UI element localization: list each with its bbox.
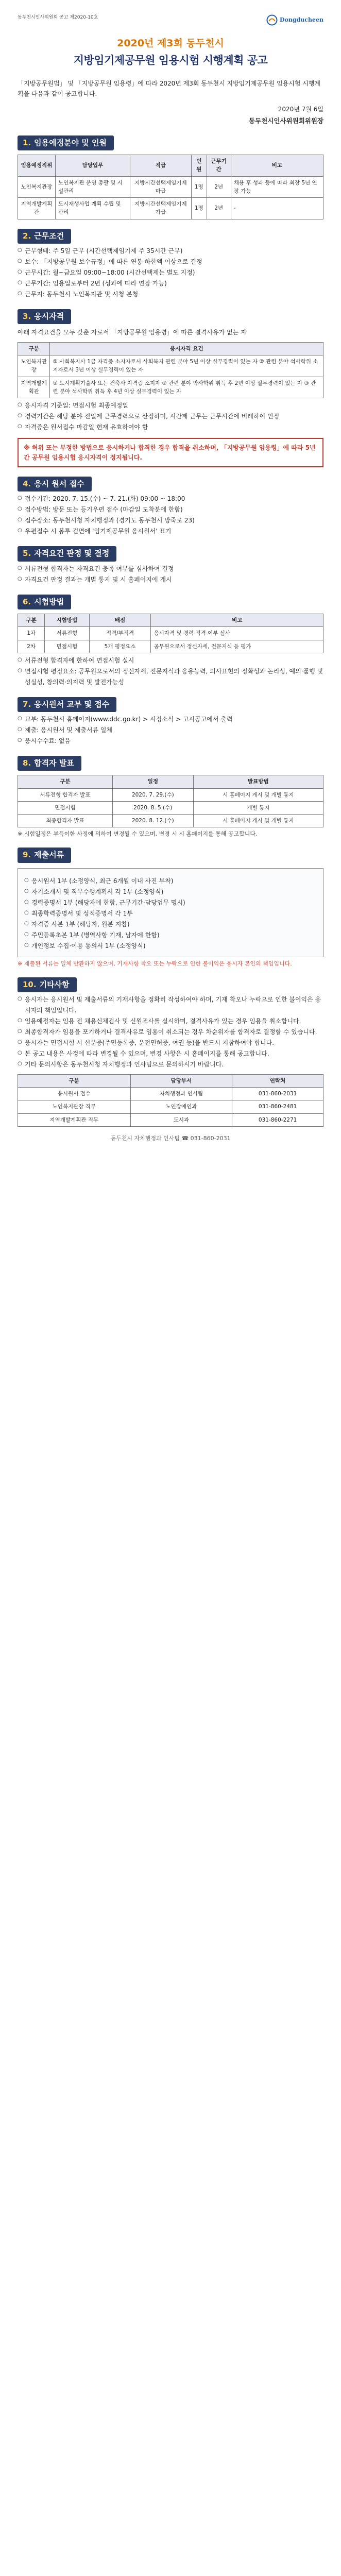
list-item: ○ 제출: 응시원서 및 제출서류 일체: [18, 725, 323, 736]
schedule-note: ※ 시험일정은 부득이한 사정에 의하여 변경될 수 있으며, 변경 시 시 홈페이지를 통해 공고합니다.: [18, 831, 258, 838]
section-documents: [18, 848, 323, 968]
table-cell: -: [231, 198, 323, 219]
list-item: ○ 응시자는 응시원서 및 제출서류의 기재사항을 정확히 작성하여야 하며, 기재 착오나 누락으로 인한 불이익은 응시자의 책임입니다.: [18, 994, 323, 1016]
table-cell: 031-860-2481: [232, 1100, 323, 1113]
list-item: ○ 경력기간은 해당 분야 전일제 근무경력으로 산정하며, 시간제 근무는 근무시간에 비례하여 인정: [18, 411, 323, 422]
section-title: 8. 합격자 발표: [18, 756, 81, 771]
forms-list: [18, 714, 323, 747]
table-row: [18, 788, 323, 801]
table-cell: 1명: [191, 176, 207, 198]
positions-table: [18, 155, 323, 219]
table-header-cell: 발표방법: [193, 775, 323, 788]
logo-text: Dongducheen: [280, 16, 323, 24]
section-other: [18, 977, 323, 1127]
table-cell: 도시과: [130, 1113, 232, 1126]
intro-paragraph: 「지방공무원법」 및 「지방공무원 임용령」에 따라 2020년 제3회 동두천시 지방임기제공무원 임용시험 시행계획을 다음과 같이 공고합니다.: [18, 79, 321, 98]
table-header-cell: 비고: [151, 614, 323, 626]
table-cell: ① 사회복지사 1급 자격증 소지자로서 사회복지 관련 분야 5년 이상 실무경력이 있는 자 ② 관련 분야 석사학위 소지자로서 3년 이상 실무경력이 있는 자: [50, 355, 323, 377]
table-cell: 시 홈페이지 게시 및 개별 통지: [193, 815, 323, 827]
footer-contact: 동두천시 자치행정과 인사팀 ☎ 031-860-2031: [110, 1134, 231, 1142]
list-item: ○ 접수방법: 방문 또는 등기우편 접수 (마감일 도착분에 한함): [18, 504, 323, 515]
warning-text: ※ 허위 또는 부정한 방법으로 응시하거나 합격한 경우 합격을 취소하며, 「지방공무원 임용령」에 따라 5년간 공무원 임용시험 응시자격이 정지됩니다.: [24, 444, 316, 461]
section-title: 5. 자격요건 판정 및 결정: [18, 546, 116, 561]
list-item: ○ 기타 문의사항은 동두천시청 자치행정과 인사팀으로 문의하시기 바랍니다.: [18, 1059, 323, 1070]
table-cell: 2년: [207, 198, 231, 219]
table-header-cell: 응시자격 요건: [50, 342, 323, 355]
issuer-name: 동두천시인사위원회위원장: [249, 117, 323, 125]
table-cell: 지방시간선택제임기제 가급: [130, 198, 191, 219]
table-header-cell: 비고: [231, 155, 323, 176]
list-item: ○ 자격증 사본 1부 (해당자, 원본 지참): [24, 919, 317, 930]
table-cell: 노인복지관 운영 총괄 및 시설관리: [56, 176, 130, 198]
list-item: ○ 근무형태: 주 5일 근무 (시간선택제임기제 주 35시간 근무): [18, 246, 323, 257]
table-cell: 2020. 8. 5.(수): [113, 801, 194, 814]
eligibility-list: [18, 564, 323, 585]
announcement-subtitle: 2020년 제3회 동두천시: [117, 38, 224, 49]
list-item: ○ 접수기간: 2020. 7. 15.(수) ~ 7. 21.(화) 09:00 ~ 18:00: [18, 494, 323, 504]
section-title: 3. 응시자격: [18, 309, 71, 324]
table-header-cell: 연락처: [232, 1074, 323, 1087]
exam-method-table: [18, 614, 323, 653]
section-title: 1. 임용예정분야 및 인원: [18, 135, 114, 150]
section-qualifications: [18, 309, 323, 467]
table-row: [18, 1100, 323, 1113]
list-item: ○ 임용예정자는 임용 전 채용신체검사 및 신원조사를 실시하며, 결격사유가 있는 경우 임용을 취소합니다.: [18, 1016, 323, 1027]
table-header-cell: 근무기간: [207, 155, 231, 176]
table-header-cell: 담당부서: [130, 1074, 232, 1087]
doc-reference: 동두천시인사위원회 공고 제2020-10호: [18, 15, 98, 20]
table-row: [18, 1113, 323, 1126]
table-cell: 지역개발계획관: [18, 377, 50, 398]
documents-list: [24, 876, 317, 952]
table-cell: 채용 후 성과 등에 따라 최장 5년 연장 가능: [231, 176, 323, 198]
qualifications-table: [18, 342, 323, 398]
city-emblem-icon: [266, 14, 278, 26]
work-conditions-list: [18, 246, 323, 300]
section-forms: [18, 697, 323, 747]
table-cell: 노인복지관장: [18, 355, 50, 377]
section-results: [18, 756, 323, 838]
list-item: ○ 서류전형 합격자는 자격요건 충족 여부를 심사하여 결정: [18, 564, 323, 574]
table-row: [18, 377, 323, 398]
table-cell: 노인복지관장 직무: [18, 1100, 131, 1113]
list-item: ○ 주민등록초본 1부 (병역사항 기재, 남자에 한함): [24, 930, 317, 941]
table-header-cell: 담당업무: [56, 155, 130, 176]
table-header-cell: 구분: [18, 342, 50, 355]
announcement-header: [18, 36, 323, 69]
exam-method-notes: [18, 655, 323, 688]
application-list: [18, 494, 323, 537]
table-cell: 지역개발계획관 직무: [18, 1113, 131, 1126]
table-row: [18, 801, 323, 814]
list-item: ○ 응시원서 1부 (소정양식, 최근 6개월 이내 사진 부착): [24, 876, 317, 887]
table-cell: 2020. 8. 12.(수): [113, 815, 194, 827]
list-item: ○ 본 공고 내용은 사정에 따라 변경될 수 있으며, 변경 사항은 시 홈페이지를 통해 공고합니다.: [18, 1048, 323, 1059]
other-list: [18, 994, 323, 1070]
table-cell: 서류전형: [45, 627, 89, 640]
list-item: ○ 응시자격 기준일: 면접시험 최종예정일: [18, 400, 323, 411]
announcement-date: 2020년 7월 6일: [278, 105, 323, 113]
table-header-cell: 임용예정직위: [18, 155, 56, 176]
table-cell: 1명: [191, 198, 207, 219]
table-header-cell: 구분: [18, 775, 113, 788]
table-header-cell: 인원: [191, 155, 207, 176]
table-row: [18, 198, 323, 219]
table-cell: 지역개발계획관: [18, 198, 56, 219]
list-item: ○ 자기소개서 및 직무수행계획서 각 1부 (소정양식): [24, 887, 317, 897]
contact-table: [18, 1074, 323, 1127]
list-item: ○ 교부: 동두천시 홈페이지(www.ddc.go.kr) > 시정소식 > 고시공고에서 출력: [18, 714, 323, 725]
table-header-cell: 구분: [18, 614, 45, 626]
schedule-table: [18, 775, 323, 827]
table-header-cell: 일정: [113, 775, 194, 788]
list-item: ○ 근무기간: 임용일로부터 2년 (성과에 따라 연장 가능): [18, 278, 323, 289]
section-exam-method: [18, 595, 323, 688]
list-item: ○ 근무시간: 월~금요일 09:00~18:00 (시간선택제는 별도 지정): [18, 267, 323, 278]
section-work-conditions: [18, 229, 323, 300]
section-title: 2. 근무조건: [18, 229, 71, 244]
table-row: [18, 640, 323, 653]
table-header-cell: 직급: [130, 155, 191, 176]
documents-note: ※ 제출된 서류는 일체 반환하지 않으며, 기재사항 착오 또는 누락으로 인한 불이익은 응시자 본인의 책임입니다.: [18, 960, 292, 967]
list-item: ○ 경력증명서 1부 (해당자에 한함, 근무기간·담당업무 명시): [24, 897, 317, 908]
list-item: ○ 최종학력증명서 및 성적증명서 각 1부: [24, 908, 317, 919]
table-header-cell: 배점: [89, 614, 151, 626]
table-cell: 응시자격 및 경력 적격 여부 심사: [151, 627, 323, 640]
table-row: [18, 176, 323, 198]
table-cell: 면접시험: [45, 640, 89, 653]
table-cell: 자치행정과 인사팀: [130, 1088, 232, 1100]
table-cell: 2차: [18, 640, 45, 653]
table-cell: 노인장애인과: [130, 1100, 232, 1113]
list-item: ○ 응시수수료: 없음: [18, 736, 323, 747]
section-title: 10. 기타사항: [18, 977, 77, 992]
table-cell: 031-860-2271: [232, 1113, 323, 1126]
table-cell: 응시원서 접수: [18, 1088, 131, 1100]
table-cell: 개별 통지: [193, 801, 323, 814]
section-title: 9. 제출서류: [18, 848, 71, 862]
list-item: ○ 근무지: 동두천시 노인복지관 및 시청 본청: [18, 289, 323, 300]
table-cell: 2020. 7. 29.(수): [113, 788, 194, 801]
list-item: ○ 서류전형 합격자에 한하여 면접시험 실시: [18, 655, 323, 666]
table-cell: 1차: [18, 627, 45, 640]
table-row: [18, 1088, 323, 1100]
table-header-cell: 시험방법: [45, 614, 89, 626]
list-item: ○ 보수: 「지방공무원 보수규정」에 따른 연봉 하한액 이상으로 결정: [18, 257, 323, 267]
table-cell: 5개 평정요소: [89, 640, 151, 653]
list-item: ○ 면접시험 평정요소: 공무원으로서의 정신자세, 전문지식과 응용능력, 의사표현의 정확성과 논리성, 예의·품행 및 성실성, 창의력·의지력 및 발전가능성: [18, 666, 323, 688]
list-item: ○ 최종합격자가 임용을 포기하거나 결격사유로 임용이 취소되는 경우 차순위자를 합격자로 결정할 수 있습니다.: [18, 1027, 323, 1038]
qualification-notes: [18, 400, 323, 433]
section-positions: [18, 135, 323, 219]
table-header-cell: 구분: [18, 1074, 131, 1087]
list-item: ○ 응시자는 면접시험 시 신분증(주민등록증, 운전면허증, 여권 등)을 반드시 지참하여야 합니다.: [18, 1038, 323, 1048]
list-item: ○ 우편접수 시 봉투 겉면에 '임기제공무원 응시원서' 표기: [18, 526, 323, 537]
table-row: [18, 627, 323, 640]
documents-box: [18, 868, 323, 957]
section-title: 6. 시험방법: [18, 595, 71, 609]
qualification-intro: 아래 자격요건을 모두 갖춘 자로서 「지방공무원 임용령」에 따른 결격사유가 없는 자: [18, 329, 247, 336]
table-cell: 시 홈페이지 게시 및 개별 통지: [193, 788, 323, 801]
table-cell: 2년: [207, 176, 231, 198]
list-item: ○ 접수장소: 동두천시청 자치행정과 (경기도 동두천시 방죽로 23): [18, 515, 323, 526]
table-cell: 공무원으로서 정신자세, 전문지식 등 평가: [151, 640, 323, 653]
table-cell: 031-860-2031: [232, 1088, 323, 1100]
warning-box: [18, 438, 323, 467]
section-eligibility: [18, 546, 323, 585]
table-cell: 도시재생사업 계획 수립 및 관리: [56, 198, 130, 219]
list-item: ○ 자격요건 판정 결과는 개별 통지 및 시 홈페이지에 게시: [18, 574, 323, 585]
list-item: ○ 자격증은 원서접수 마감일 현재 유효하여야 함: [18, 422, 323, 433]
table-cell: 적격/부적격: [89, 627, 151, 640]
section-title: 4. 응시 원서 접수: [18, 477, 92, 492]
table-cell: 지방시간선택제임기제 마급: [130, 176, 191, 198]
list-item: ○ 개인정보 수집·이용 동의서 1부 (소정양식): [24, 941, 317, 952]
table-row: [18, 355, 323, 377]
announcement-title: 지방임기제공무원 임용시험 시행계획 공고: [73, 54, 268, 67]
table-cell: 면접시험: [18, 801, 113, 814]
table-cell: 서류전형 합격자 발표: [18, 788, 113, 801]
table-row: [18, 815, 323, 827]
table-cell: 최종합격자 발표: [18, 815, 113, 827]
section-title: 7. 응시원서 교부 및 접수: [18, 697, 116, 712]
top-line: [18, 14, 323, 31]
table-cell: 노인복지관장: [18, 176, 56, 198]
table-cell: ① 도시계획기술사 또는 건축사 자격증 소지자 ② 관련 분야 박사학위 취득 후 2년 이상 실무경력이 있는 자 ③ 관련 분야 석사학위 취득 후 4년 이상 실무경력이 있는 자: [50, 377, 323, 398]
city-logo: [266, 14, 323, 26]
section-application: [18, 477, 323, 537]
